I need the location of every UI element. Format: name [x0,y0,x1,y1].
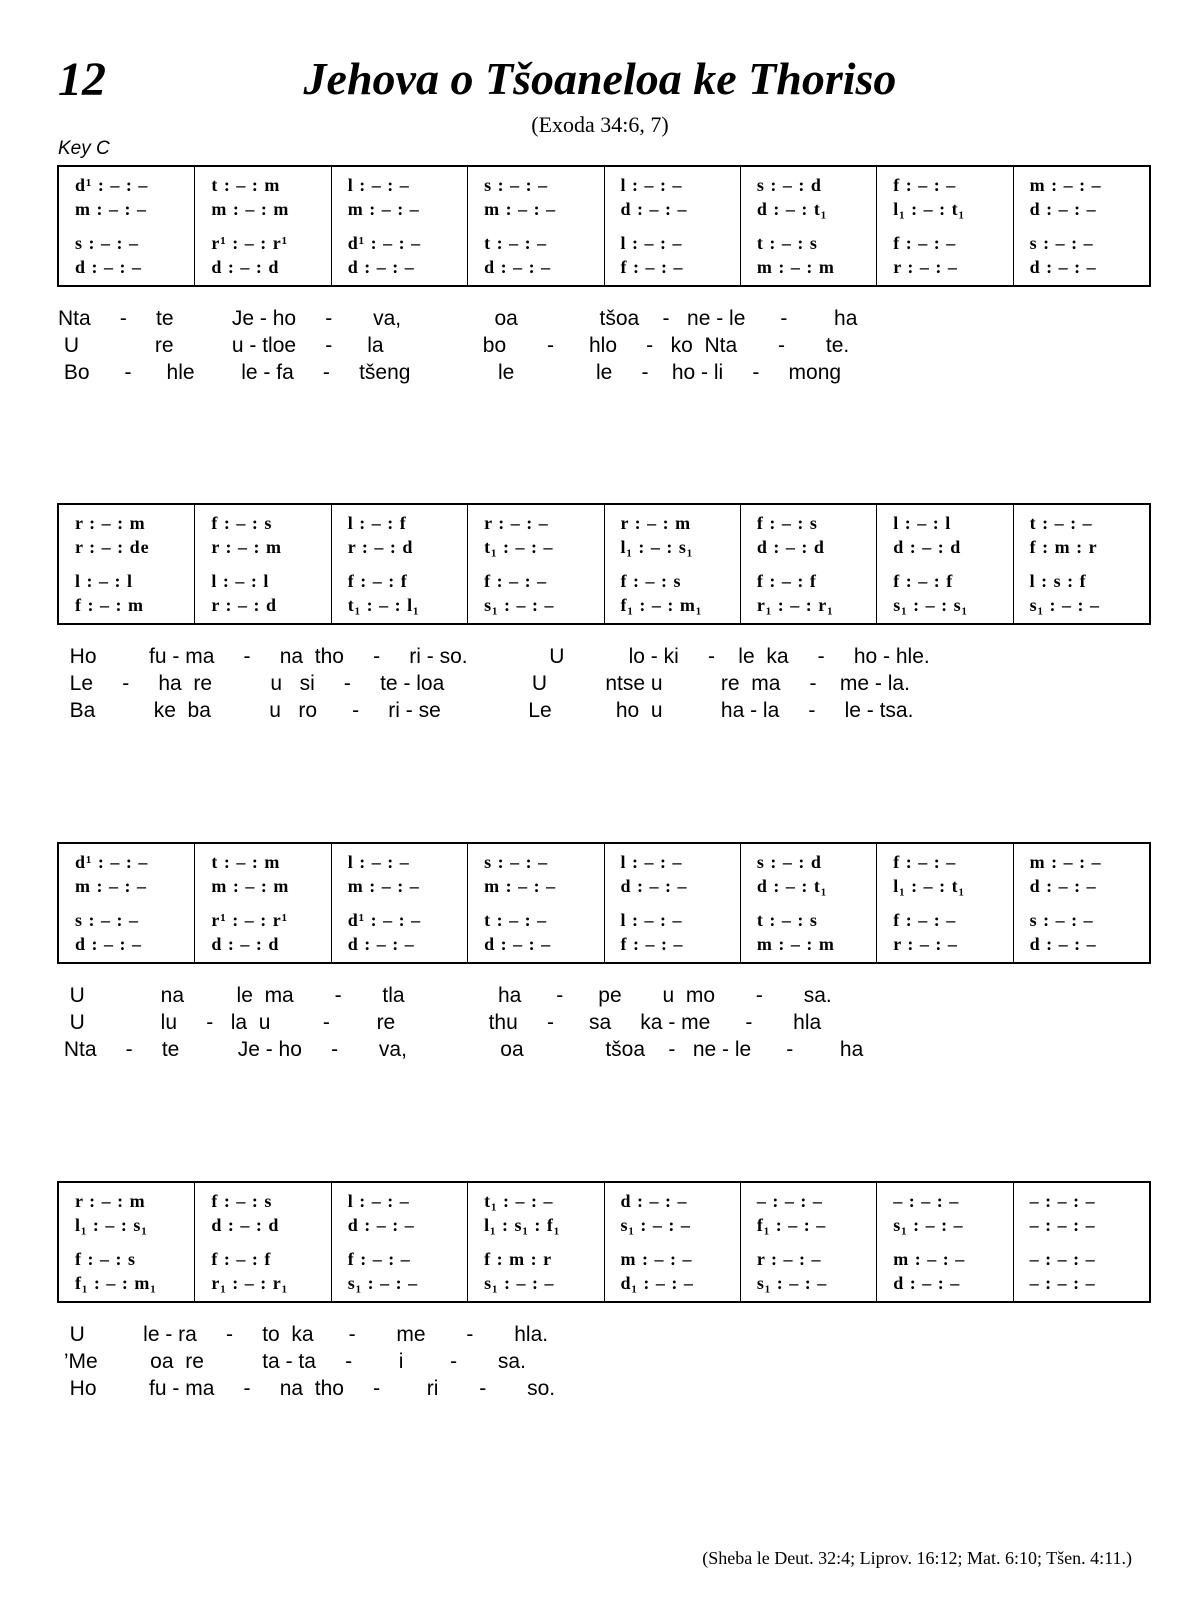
voice-line: m : – : – [484,876,557,896]
voice-line: d : – : – [620,876,688,896]
measure [876,844,1012,962]
voice-line: l₁ : – : t₁ [893,876,966,896]
voice-line: d : – : – [75,257,142,277]
lyric-line: U re u - tloe - la bo - hlo - ko Nta - te. [58,334,850,357]
measure [331,844,467,962]
measure [604,505,740,623]
voice-line: m : – : – [893,1249,966,1269]
voice-line: r : – : d [347,537,414,557]
footer-references: (Sheba le Deut. 32:4; Liprov. 16:12; Mat. 6:10; Tšen. 4:11.) [702,1548,1132,1568]
voice-line: f₁ : – : m₁ [75,1273,157,1293]
voice-line: f₁ : – : m₁ [620,595,703,615]
voice-line: f : – : f [347,571,408,591]
voice-line: s : – : – [75,233,139,253]
measure [876,505,1012,623]
voice-line: r : – : m [620,513,692,533]
voice-line: d¹ : – : – [75,175,149,195]
voice-line: d : – : t₁ [756,876,828,896]
voice-line: r : – : – [893,257,958,277]
measure [604,167,740,285]
voice-line: s₁ : – : – [620,1215,691,1235]
voice-line: s : – : – [484,852,549,872]
voice-line: r : – : de [75,537,150,557]
voice-line: r¹ : – : r¹ [211,233,289,253]
voice-line: f : – : – [893,233,957,253]
voice-line: – : – : – [756,1191,823,1211]
voice-line: s : – : d [756,852,822,872]
voice-line: t : – : – [1029,513,1093,533]
voice-line: s₁ : – : – [756,1273,828,1293]
key-signature: Key C [58,138,110,159]
voice-line: d : – : – [347,257,415,277]
measure [740,167,876,285]
voice-line: t : – : m [211,175,281,195]
voice-line: d₁ : – : – [620,1273,694,1293]
voice-line: s : – : – [484,175,549,195]
voice-line: s : – : – [1029,233,1094,253]
voice-line: t : – : s [756,233,818,253]
voice-line: t₁ : – : – [484,537,554,557]
voice-line: s₁ : – : – [347,1273,419,1293]
measure [1013,167,1149,285]
measure [194,167,330,285]
voice-line: r : – : d [211,595,278,615]
voice-line: d : – : d [893,537,962,557]
voice-line: r : – : – [756,1249,822,1269]
voice-line: t : – : m [211,852,281,872]
voice-line: l : – : l [211,571,270,591]
voice-line: d : – : – [75,934,142,954]
voice-line: m : – : – [75,876,147,896]
lyric-line: Bo - hle le - fa - tšeng le le - ho - li - mong [58,361,842,384]
voice-line: d : – : – [1029,876,1097,896]
voice-line: l₁ : – : t₁ [893,199,966,219]
measure [740,844,876,962]
measure [331,505,467,623]
voice-line: f : – : – [484,571,548,591]
measure [331,1183,467,1301]
voice-line: m : – : – [1029,852,1102,872]
voice-line: l : – : – [620,910,683,930]
voice-line: r₁ : – : r₁ [756,595,834,615]
voice-line: – : – : – [1029,1273,1096,1293]
voice-line: f : – : m [75,595,144,615]
voice-line: d : – : – [1029,199,1097,219]
measure [604,1183,740,1301]
voice-line: d : – : d [211,934,280,954]
voice-line: s₁ : – : – [893,1215,964,1235]
voice-line: l : – : – [347,1191,410,1211]
voice-line: t₁ : – : – [484,1191,554,1211]
voice-line: m : – : m [756,257,835,277]
voice-line: d¹ : – : – [347,910,422,930]
voice-line: d : – : – [484,934,552,954]
voice-line: d : – : t₁ [756,199,828,219]
voice-line: d : – : – [1029,257,1097,277]
voice-line: r : – : – [893,934,958,954]
voice-line: r¹ : – : r¹ [211,910,289,930]
measure [59,167,194,285]
voice-line: d : – : d [756,537,825,557]
lyric-line: Nta - te Je - ho - va, oa tšoa - ne - le - ha [58,1038,864,1061]
voice-line: s₁ : – : – [484,595,555,615]
measure [59,1183,194,1301]
voice-line: f : – : f [893,571,954,591]
voice-line: f : – : – [893,175,957,195]
voice-line: – : – : – [1029,1249,1096,1269]
lyric-line: U lu - la u - re thu - sa ka - me - hla [58,1011,822,1034]
voice-line: t : – : – [484,233,548,253]
voice-line: l : – : – [620,233,683,253]
measure [740,505,876,623]
voice-line: t : – : s [756,910,818,930]
voice-line: t : – : – [484,910,548,930]
voice-line: l : – : f [347,513,407,533]
measure [467,167,603,285]
voice-line: – : – : – [1029,1191,1096,1211]
voice-line: s : – : – [75,910,139,930]
voice-line: m : – : – [620,1249,693,1269]
measure [1013,844,1149,962]
measure [740,1183,876,1301]
measure [194,844,330,962]
voice-line: s₁ : – : – [1029,595,1101,615]
voice-line: l : – : l [893,513,952,533]
voice-line: l : – : – [620,175,683,195]
measure [1013,1183,1149,1301]
voice-line: l₁ : – : s₁ [75,1215,148,1235]
song-number: 12 [58,53,106,106]
voice-line: d : – : d [211,257,280,277]
lyric-line: Nta - te Je - ho - va, oa tšoa - ne - le - ha [58,307,858,330]
measure [194,505,330,623]
voice-line: d : – : – [893,1273,961,1293]
measure [331,167,467,285]
voice-line: f : – : f [756,571,817,591]
lyric-line: ’Me oa re ta - ta - i - sa. [58,1350,526,1373]
measure [59,505,194,623]
voice-line: f : – : – [893,910,957,930]
voice-line: m : – : – [75,199,147,219]
lyric-line: Le - ha re u si - te - loa U ntse u re ma - me - la. [58,672,910,695]
measure [194,1183,330,1301]
measure [467,844,603,962]
voice-line: l : s : f [1029,571,1087,591]
scripture-reference: (Exoda 34:6, 7) [531,112,669,137]
staff-system [57,165,1151,287]
voice-line: l : – : l [75,571,133,591]
measure [1013,505,1149,623]
voice-line: l₁ : s₁ : f₁ [484,1215,561,1235]
voice-line: f : – : s [620,571,682,591]
voice-line: t₁ : – : l₁ [347,595,420,615]
staff-system [57,1181,1151,1303]
voice-line: m : – : – [347,199,420,219]
voice-line: r : – : m [75,1191,146,1211]
voice-line: d : – : – [1029,934,1097,954]
measure [876,167,1012,285]
voice-line: f : – : f [211,1249,272,1269]
voice-line: m : – : m [211,876,290,896]
voice-line: d : – : – [347,1215,415,1235]
voice-line: l : – : – [347,852,410,872]
voice-line: – : – : – [893,1191,960,1211]
voice-line: f : – : – [620,257,684,277]
voice-line: s : – : – [1029,910,1094,930]
voice-line: d : – : – [620,1191,688,1211]
voice-line: m : – : – [484,199,557,219]
voice-line: d : – : – [620,199,688,219]
lyric-line: U le - ra - to ka - me - hla. [58,1323,549,1346]
voice-line: f : – : – [893,852,957,872]
voice-line: f : m : r [484,1249,553,1269]
measure [604,844,740,962]
measure [467,1183,603,1301]
voice-line: f : – : s [211,1191,273,1211]
voice-line: r : – : m [75,513,146,533]
voice-line: m : – : m [756,934,835,954]
voice-line: s₁ : – : – [484,1273,555,1293]
staff-system [57,842,1151,964]
staff-system [57,503,1151,625]
voice-line: l : – : – [347,175,410,195]
voice-line: – : – : – [1029,1215,1096,1235]
lyric-line: Ho fu - ma - na tho - ri - so. U lo - ki - le ka - ho - hle. [58,645,930,668]
voice-line: d¹ : – : – [75,852,149,872]
voice-line: f : – : – [620,934,684,954]
voice-line: f : – : s [756,513,818,533]
voice-line: m : – : – [347,876,420,896]
voice-line: d : – : – [347,934,415,954]
voice-line: m : – : m [211,199,290,219]
measure [876,1183,1012,1301]
voice-line: s : – : d [756,175,822,195]
voice-line: l₁ : – : s₁ [620,537,694,557]
voice-line: r : – : m [211,537,283,557]
lyric-line: Ba ke ba u ro - ri - se Le ho u ha - la - le - tsa. [58,699,914,722]
voice-line: l : – : – [620,852,683,872]
measure [467,505,603,623]
lyric-line: U na le ma - tla ha - pe u mo - sa. [58,984,832,1007]
voice-line: r : – : – [484,513,549,533]
voice-line: f : – : s [211,513,273,533]
voice-line: m : – : – [1029,175,1102,195]
voice-line: f : m : r [1029,537,1098,557]
voice-line: d : – : d [211,1215,280,1235]
measure [59,844,194,962]
voice-line: f : – : – [347,1249,411,1269]
voice-line: f : – : s [75,1249,136,1269]
lyric-line: Ho fu - ma - na tho - ri - so. [58,1377,556,1400]
voice-line: d : – : – [484,257,552,277]
voice-line: d¹ : – : – [347,233,422,253]
song-title: Jehova o Tšoaneloa ke Thoriso [303,53,897,104]
voice-line: r₁ : – : r₁ [211,1273,289,1293]
voice-line: f₁ : – : – [756,1215,827,1235]
voice-line: s₁ : – : s₁ [893,595,969,615]
